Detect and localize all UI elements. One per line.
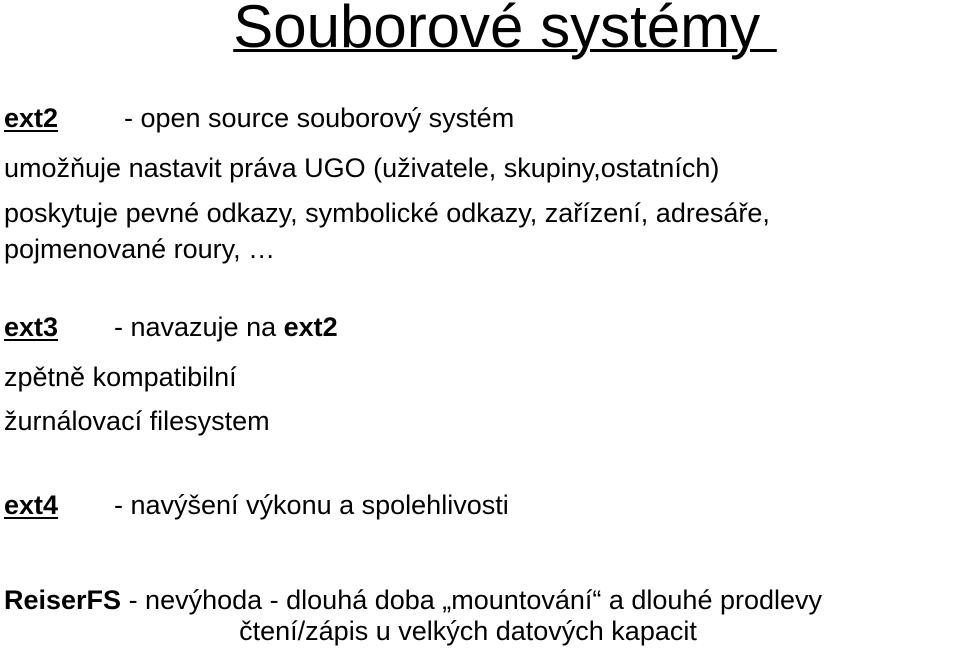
ext2-heading — [4, 102, 514, 134]
ext3-description-text: - navazuje na — [114, 312, 284, 342]
ext3-feature-2: žurnálovací filesystem — [4, 406, 270, 436]
ext2-term: ext2 — [4, 103, 59, 133]
ext3-description-ref: ext2 — [283, 312, 338, 342]
ext4-heading — [4, 489, 509, 521]
reiserfs-description: - nevýhoda - dlouhá doba „mountování“ a dlouhé prodlevy — [121, 585, 823, 615]
reiserfs-line-2: čtení/zápis u velkých datových kapacit — [239, 616, 697, 646]
ext3-feature-1: zpětně kompatibilní — [4, 362, 237, 392]
ext2-feature-1: umožňuje nastavit práva UGO (uživatele, skupiny,ostatních) — [4, 153, 720, 183]
page-title: Souborové systémy — [233, 0, 777, 60]
ext2-feature-3: pojmenované roury, … — [4, 234, 276, 264]
reiserfs-line-1 — [4, 584, 822, 616]
ext4-term: ext4 — [4, 490, 59, 520]
ext3-heading — [4, 311, 338, 343]
reiserfs-term: ReiserFS — [4, 585, 122, 615]
ext2-feature-2: poskytuje pevné odkazy, symbolické odkazy, zařízení, adresáře, — [4, 198, 770, 228]
ext3-description — [114, 311, 338, 343]
ext3-term: ext3 — [4, 312, 59, 342]
ext2-description: - open source souborový systém — [124, 103, 515, 133]
ext4-description: - navýšení výkonu a spolehlivosti — [114, 490, 509, 520]
